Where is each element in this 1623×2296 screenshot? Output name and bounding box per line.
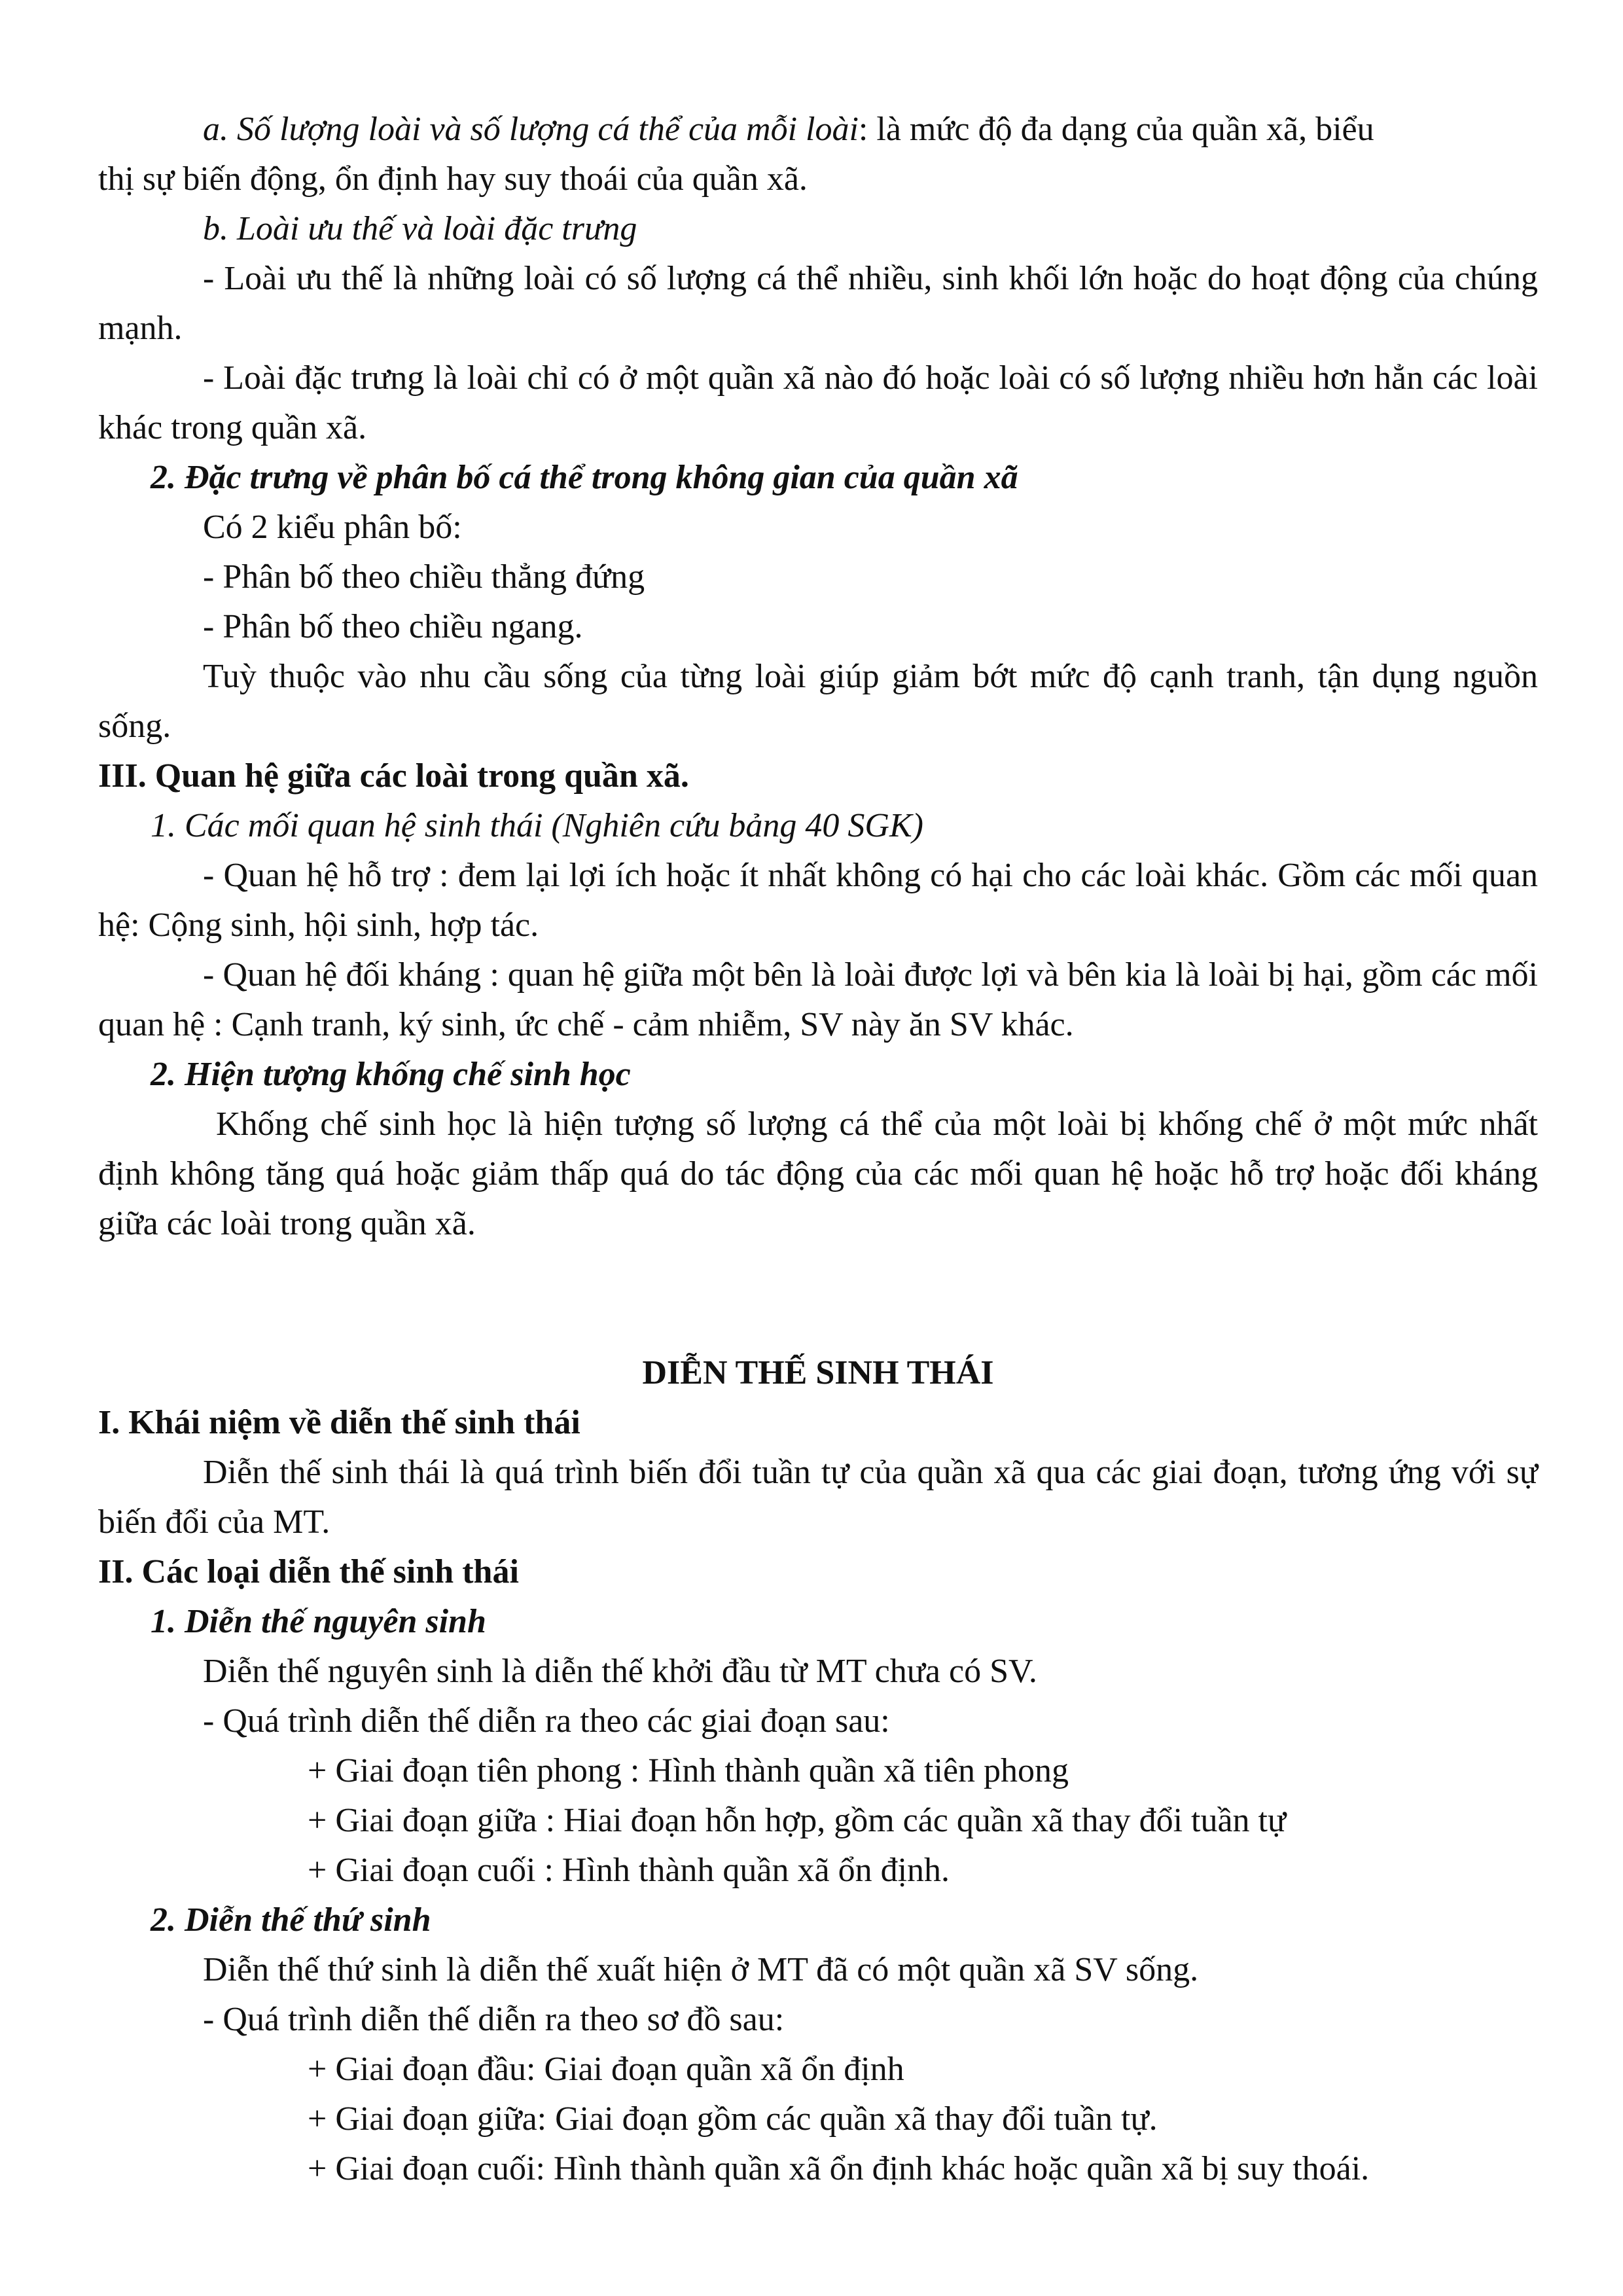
distribution-note: Tuỳ thuộc vào nhu cầu sống của từng loài giúp giảm bớt mức độ cạnh tranh, tận dụng nguồn sống. <box>98 658 1538 745</box>
primary-succession-process: - Quá trình diễn thế diễn ra theo các giai đoạn sau: <box>203 1702 890 1740</box>
primary-stage-middle: + Giai đoạn giữa : Hiai đoạn hỗn hợp, gồm các quần xã thay đổi tuần tự <box>308 1802 1287 1839</box>
section-II-title: II. Các loại diễn thế sinh thái <box>98 1553 519 1590</box>
paragraph-dominant-species: - Loài ưu thế là những loài có số lượng cá thể nhiều, sinh khối lớn hoặc do hoạt động của chúng mạnh. <box>98 260 1538 347</box>
biological-control-text: Khống chế sinh học là hiện tượng số lượng cá thể của một loài bị khống chế ở một mức nhất định không tăng quá hoặc giảm thấp quá do tác động của các mối quan hệ hoặc hỗ trợ hoặc đối kháng giữa các loài trong quần xã. <box>98 1105 1538 1242</box>
section-3-title: III. Quan hệ giữa các loài trong quần xã. <box>98 757 689 795</box>
document-page <box>98 105 1538 2194</box>
section-3-1-title: 1. Các mối quan hệ sinh thái (Nghiên cứu bảng 40 SGK) <box>151 807 923 844</box>
subheading-a: a. Số lượng loài và số lượng cá thể của mỗi loài <box>203 111 859 148</box>
secondary-succession-title: 2. Diễn thế thứ sinh <box>151 1901 431 1939</box>
primary-succession-definition: Diễn thế nguyên sinh là diễn thế khởi đầu từ MT chưa có SV. <box>203 1653 1037 1690</box>
paragraph-characteristic-species: - Loài đặc trưng là loài chỉ có ở một quần xã nào đó hoặc loài có số lượng nhiều hơn hẳn các loài khác trong quần xã. <box>98 359 1538 446</box>
secondary-succession-definition: Diễn thế thứ sinh là diễn thế xuất hiện ở MT đã có một quần xã SV sống. <box>203 1951 1199 1988</box>
spacer <box>98 1249 1538 1348</box>
text-a-line1: : là mức độ đa dạng của quần xã, biểu <box>858 111 1374 148</box>
page-title: DIỄN THẾ SINH THÁI <box>642 1354 994 1391</box>
primary-stage-final: + Giai đoạn cuối : Hình thành quần xã ổn định. <box>308 1852 950 1889</box>
text-a-line2: thị sự biến động, ổn định hay suy thoái của quần xã. <box>98 160 808 198</box>
secondary-stage-middle: + Giai đoạn giữa: Giai đoạn gồm các quần xã thay đổi tuần tự. <box>308 2100 1158 2138</box>
primary-stage-pioneer: + Giai đoạn tiên phong : Hình thành quần xã tiên phong <box>308 1752 1069 1789</box>
distribution-horizontal: - Phân bố theo chiều ngang. <box>203 608 583 645</box>
primary-succession-title: 1. Diễn thế nguyên sinh <box>151 1603 486 1640</box>
section-2-title: 2. Đặc trưng về phân bố cá thể trong không gian của quần xã <box>151 459 1018 496</box>
subheading-b: b. Loài ưu thế và loài đặc trưng <box>203 210 637 247</box>
support-relationship: - Quan hệ hỗ trợ : đem lại lợi ích hoặc ít nhất không có hại cho các loài khác. Gồm các mối quan hệ: Cộng sinh, hội sinh, hợp tác. <box>98 857 1538 944</box>
distribution-vertical: - Phân bố theo chiều thẳng đứng <box>203 558 645 596</box>
secondary-stage-final: + Giai đoạn cuối: Hình thành quần xã ổn định khác hoặc quần xã bị suy thoái. <box>308 2150 1370 2187</box>
section-3-2-title: 2. Hiện tượng khống chế sinh học <box>151 1056 631 1093</box>
section-I-title: I. Khái niệm về diễn thế sinh thái <box>98 1404 580 1441</box>
secondary-succession-process: - Quá trình diễn thế diễn ra theo sơ đồ sau: <box>203 2001 785 2038</box>
antagonistic-relationship: - Quan hệ đối kháng : quan hệ giữa một bên là loài được lợi và bên kia là loài bị hại, gồm các mối quan hệ : Cạnh tranh, ký sinh, ức chế - cảm nhiễm, SV này ăn SV khác. <box>98 956 1538 1043</box>
succession-definition: Diễn thế sinh thái là quá trình biến đổi tuần tự của quần xã qua các giai đoạn, tương ứng với sự biến đổi của MT. <box>98 1454 1538 1541</box>
paragraph-a <box>98 105 1538 154</box>
secondary-stage-initial: + Giai đoạn đầu: Giai đoạn quần xã ổn định <box>308 2051 904 2088</box>
distribution-intro: Có 2 kiểu phân bố: <box>203 509 462 546</box>
